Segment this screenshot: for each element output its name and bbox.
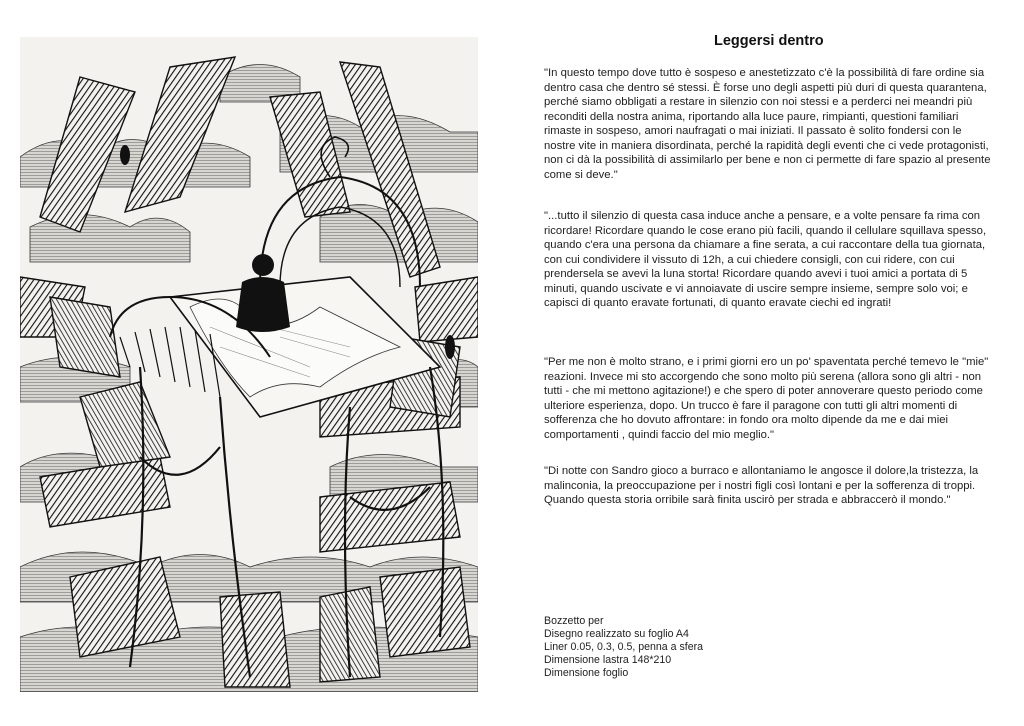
caption-line: Dimensione lastra 148*210	[544, 654, 672, 666]
ink-drawing-icon	[20, 37, 478, 692]
paragraph-1: "In questo tempo dove tutto è sospeso e anestetizzato c'è la possibilità di fare ordine sia dentro casa che dentro sé stessi. È forse uno degli aspetti più duri di questa quarantena, perché siamo obbligati a restare in silenzio con noi stessi e a perderci nei meandri più reconditi della nostra anima, riportando alla luce paure, rimpianti, questioni familiari rimaste in sospeso, amori naufragati o mai iniziati. Il passato è solito fondersi con le nostre vite in maniera disordinata, perché la rapidità degli eventi che ci vede protagonisti, non ci dà la possibilità di assimilarlo per bene e non ci permette di fare spazio al presente come si deve."	[544, 67, 991, 181]
paragraph-4: "Di notte con Sandro gioco a burraco e allontaniamo le angosce il dolore,la tristezza, la malinconia, la preoccupazione per i nostri figli così lontani e per la sofferenza di troppi. Quando questa storia orribile sarà finita uscirò per strada e abbraccerò il mondo."	[544, 465, 979, 507]
caption-line: Dimensione foglio	[544, 667, 629, 679]
page-title: Leggersi dentro	[714, 33, 824, 49]
caption-line: Liner 0.05, 0.3, 0.5, penna a sfera	[544, 641, 704, 653]
paragraph-2: "...tutto il silenzio di questa casa induce anche a pensare, e a volte pensare fa rima con ricordare! Ricordare quando le cose erano più facili, quando il cellulare squillava spesso, quando c'era una persona da chiamare a fine serata, a cui raccontare della tua giornata, con cui condividere il vissuto di 12h, a cui chiedere consigli, con cui ridere, con cui prendersela se avevi la luna storta! Ricordare quando avevi i tuoi amici a portata di 5 minuti, quando uscivate e vi annoiavate di uscire sempre insieme, sempre solo voi; e capisci di quanto eravate fortunati, di quanto eravate ciechi ed ingrati!	[544, 210, 987, 310]
caption-line: Disegno realizzato su foglio A4	[544, 628, 689, 640]
artwork-illustration	[20, 37, 478, 692]
caption-line: Bozzetto per	[544, 615, 604, 627]
artwork-caption	[544, 615, 844, 680]
paragraph-3: "Per me non è molto strano, e i primi giorni ero un po' spaventata perché temevo le "mie" reazioni. Invece mi sto accorgendo che sono molto più serena (allora sono gli altri - non tutti - che mi mettono agitazione!) e che spero di poter annoverare questo periodo come ulteriore esperienza, dopo. Un trucco è fare il paragone con tutti gli altri momenti di sofferenza che ho dovuto affrontare: in fondo ora molto dipende da me e dai miei comportamenti , quindi faccio del mio meglio."	[544, 356, 989, 441]
